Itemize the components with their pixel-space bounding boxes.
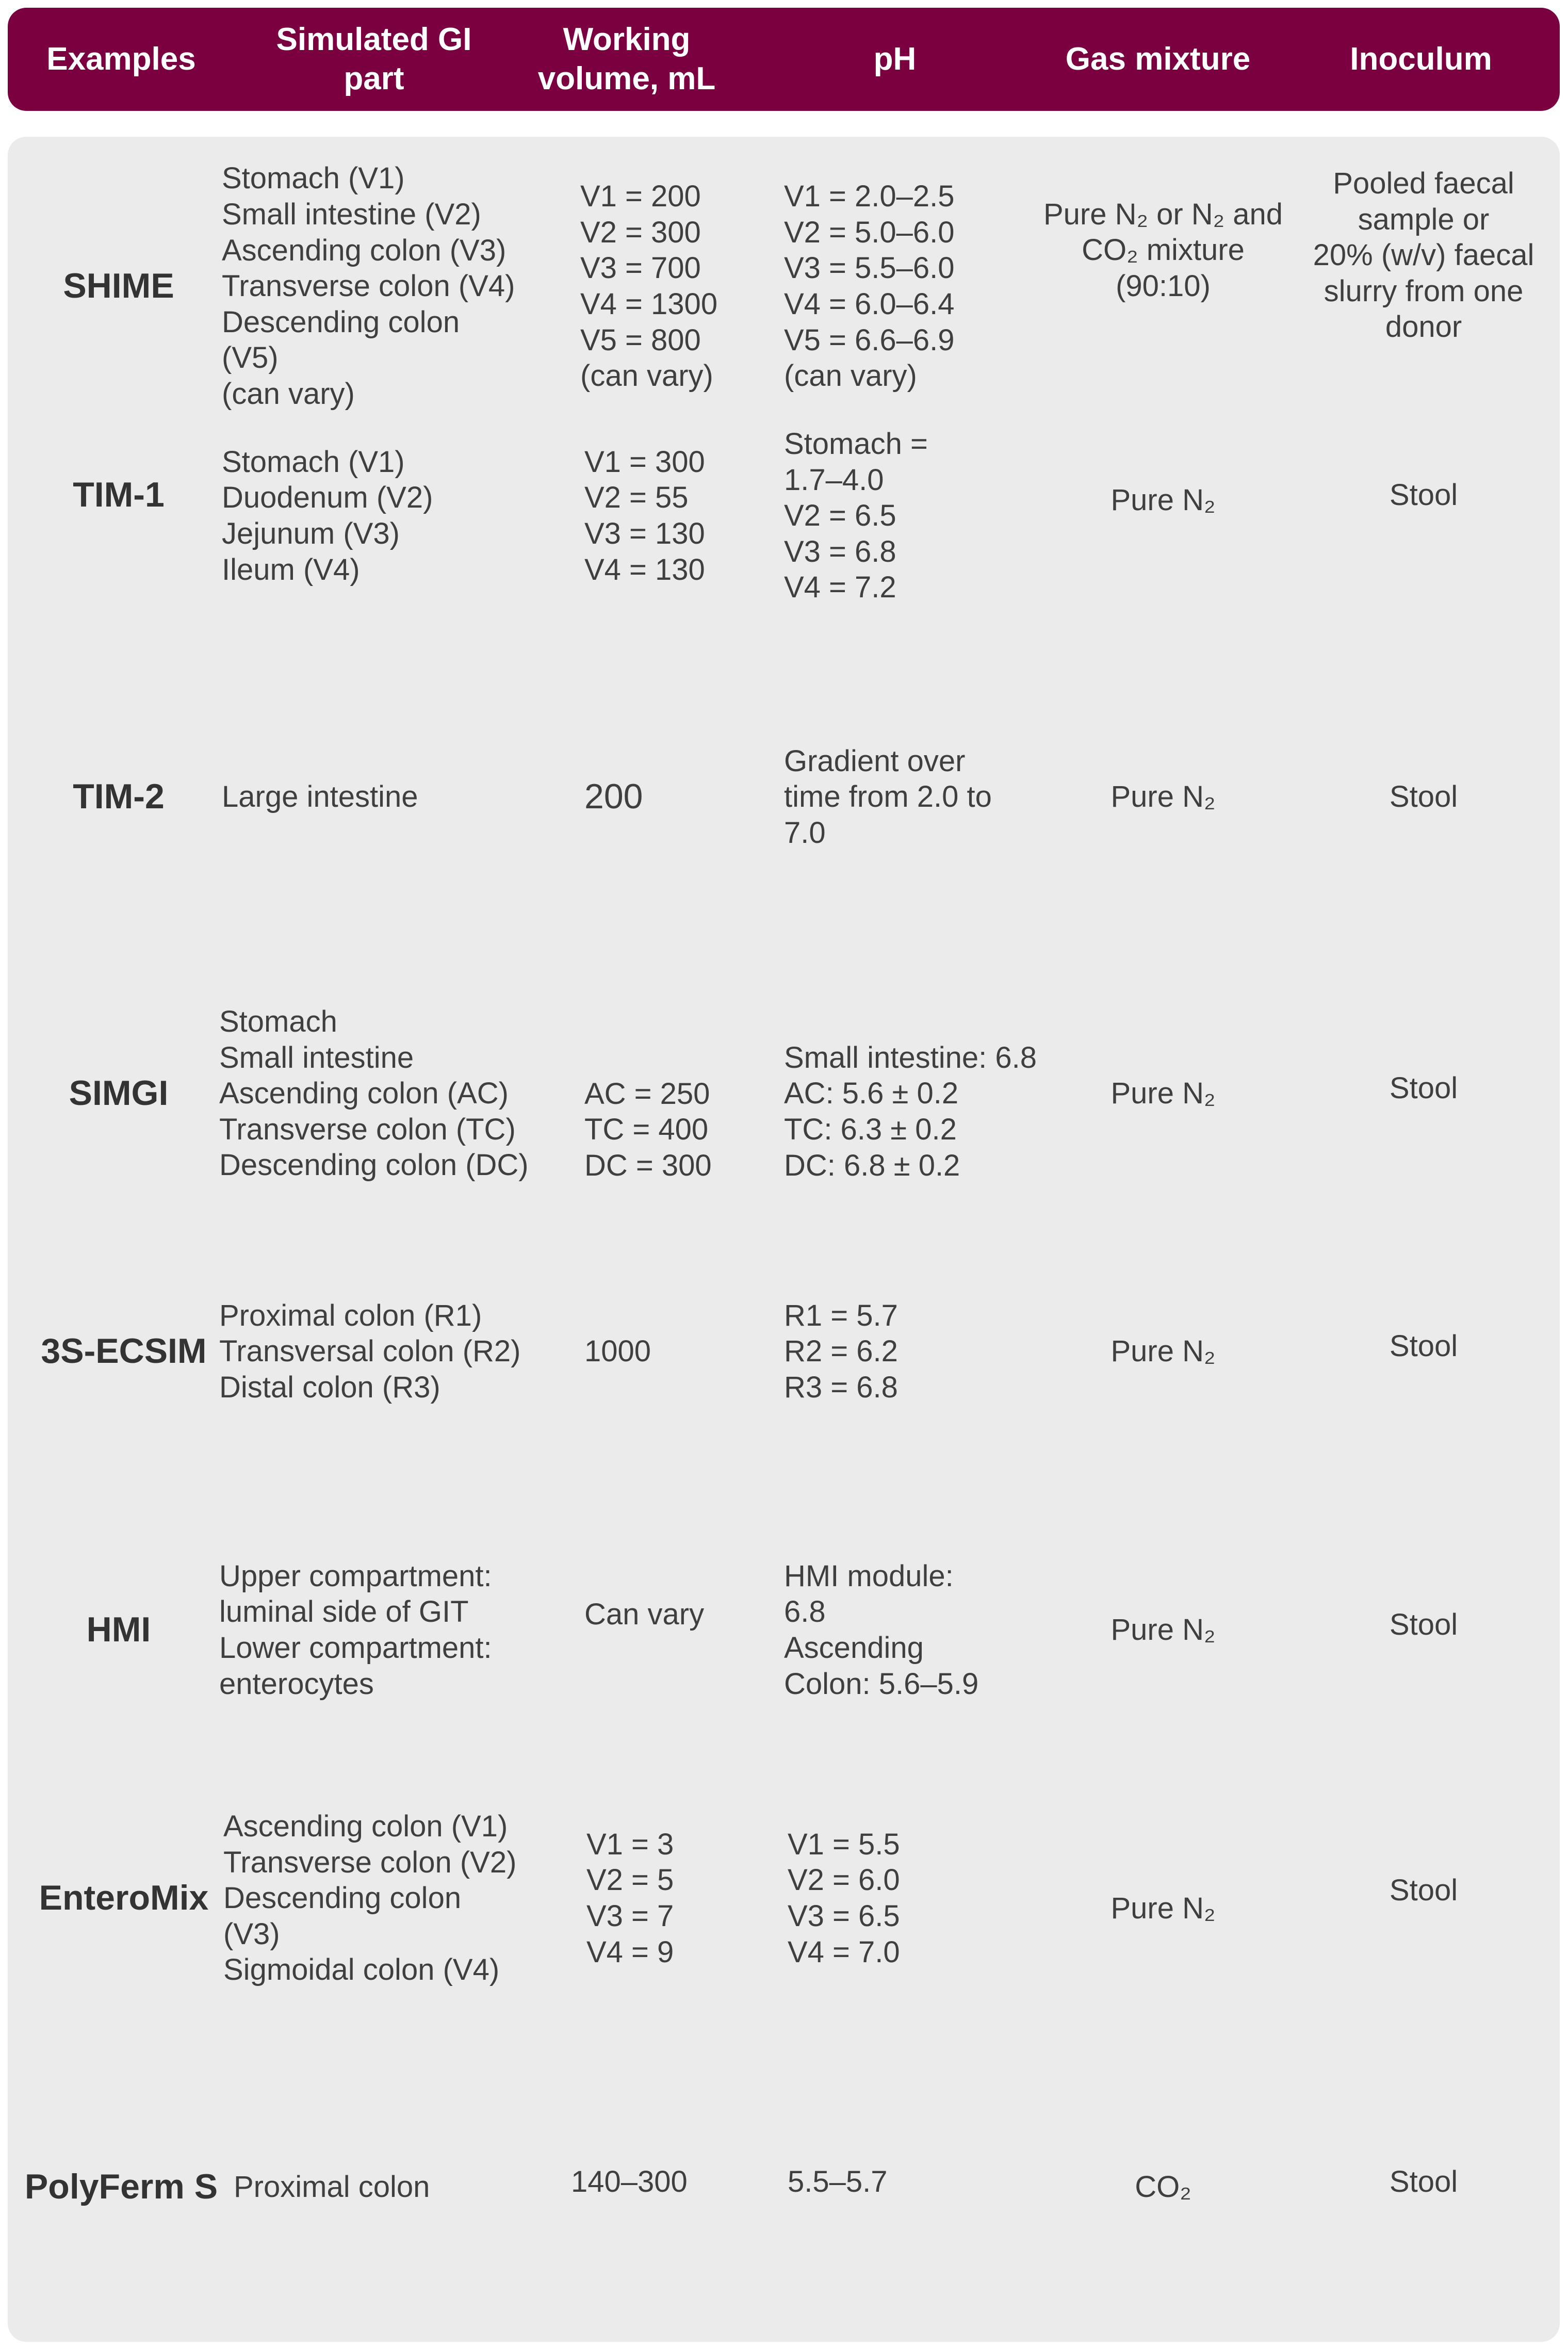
gi-part-cell: Ascending colon (V1) Transverse colon (V2) Descending colon (V3) Sigmoidal colon (V4) bbox=[223, 1810, 517, 1987]
header-inoculum: Inoculum bbox=[1350, 41, 1492, 77]
header-gi-part: Simulated GI part bbox=[276, 22, 472, 96]
volume-cell: Can vary bbox=[584, 1598, 705, 1632]
table-header bbox=[8, 8, 1560, 111]
inoculum-cell: Stool bbox=[1389, 1608, 1458, 1642]
table-row bbox=[8, 2146, 1560, 2228]
gi-part-cell: Stomach (V1) Duodenum (V2) Jejunum (V3) Ileum (V4) bbox=[222, 445, 433, 586]
example-name: TIM-2 bbox=[73, 777, 165, 817]
table-row bbox=[8, 423, 1560, 609]
ph-cell: HMI module: 6.8 Ascending Colon: 5.6–5.9 bbox=[784, 1559, 979, 1701]
ph-cell: V1 = 5.5 V2 = 6.0 V3 = 6.5 V4 = 7.0 bbox=[788, 1827, 900, 1969]
inoculum-cell: Stool bbox=[1389, 780, 1458, 814]
example-name: 3S-ECSIM bbox=[41, 1331, 207, 1371]
ph-cell: R1 = 5.7 R2 = 6.2 R3 = 6.8 bbox=[784, 1298, 898, 1404]
gi-part-cell: Stomach (V1) Small intestine (V2) Ascending colon (V3) Transverse colon (V4) Descending colon (V5) (can vary) bbox=[222, 161, 515, 411]
gas-cell: Pure N₂ or N₂ and CO₂ mixture (90:10) bbox=[1043, 197, 1283, 303]
gas-cell: Pure N₂ bbox=[1110, 1077, 1216, 1111]
inoculum-cell: Stool bbox=[1389, 1873, 1458, 1908]
table-row bbox=[8, 1790, 1560, 2007]
table-row bbox=[8, 980, 1560, 1207]
gas-cell: Pure N₂ bbox=[1110, 483, 1216, 517]
example-name: SIMGI bbox=[69, 1073, 169, 1113]
ph-cell: Gradient over time from 2.0 to 7.0 bbox=[784, 744, 992, 850]
volume-cell: V1 = 3 V2 = 5 V3 = 7 V4 = 9 bbox=[586, 1827, 674, 1969]
example-name: EnteroMix bbox=[39, 1878, 209, 1918]
header-volume: Working volume, mL bbox=[537, 22, 716, 96]
volume-cell: V1 = 200 V2 = 300 V3 = 700 V4 = 1300 V5 = 800 (can vary) bbox=[580, 180, 718, 393]
gi-part-cell: Proximal colon (R1) Transversal colon (R2) Distal colon (R3) bbox=[219, 1298, 521, 1404]
ph-cell: Stomach = 1.7–4.0 V2 = 6.5 V3 = 6.8 V4 = 7.2 bbox=[784, 427, 928, 605]
gi-part-cell: Stomach Small intestine Ascending colon (AC) Transverse colon (TC) Descending colon (DC) bbox=[219, 1005, 529, 1182]
inoculum-cell: Stool bbox=[1389, 478, 1458, 512]
gas-cell: CO₂ bbox=[1135, 2170, 1191, 2204]
table-row bbox=[8, 1542, 1560, 1718]
volume-cell: 200 bbox=[584, 777, 643, 817]
table-row bbox=[8, 155, 1560, 418]
ph-cell: Small intestine: 6.8 AC: 5.6 ± 0.2 TC: 6.3 ± 0.2 DC: 6.8 ± 0.2 bbox=[784, 1040, 1037, 1182]
gas-cell: Pure N₂ bbox=[1110, 1334, 1216, 1368]
volume-cell: AC = 250 TC = 400 DC = 300 bbox=[584, 1077, 712, 1182]
header-ph: pH bbox=[873, 41, 917, 77]
ph-cell: 5.5–5.7 bbox=[788, 2165, 888, 2199]
table-row bbox=[8, 722, 1560, 872]
example-name: PolyFerm S bbox=[24, 2167, 218, 2207]
gi-part-cell: Large intestine bbox=[222, 780, 418, 814]
volume-cell: V1 = 300 V2 = 55 V3 = 130 V4 = 130 bbox=[584, 445, 705, 586]
volume-cell: 1000 bbox=[584, 1334, 651, 1368]
inoculum-cell: Stool bbox=[1389, 1071, 1458, 1105]
example-name: TIM-1 bbox=[73, 475, 165, 515]
gi-part-cell: Proximal colon bbox=[234, 2170, 430, 2204]
inoculum-cell: Stool bbox=[1389, 1329, 1458, 1363]
example-name: HMI bbox=[86, 1610, 151, 1650]
inoculum-cell: Pooled faecal sample or 20% (w/v) faecal slurry from one donor bbox=[1313, 167, 1534, 344]
gi-part-cell: Upper compartment: luminal side of GIT Lower compartment: enterocytes bbox=[219, 1559, 492, 1701]
gas-cell: Pure N₂ bbox=[1110, 1613, 1216, 1647]
header-gas: Gas mixture bbox=[1065, 41, 1251, 77]
ph-cell: V1 = 2.0–2.5 V2 = 5.0–6.0 V3 = 5.5–6.0 V4 = 6.0–6.4 V5 = 6.6–6.9 (can vary) bbox=[784, 180, 955, 393]
header-examples: Examples bbox=[46, 41, 196, 77]
table-row bbox=[8, 1279, 1560, 1424]
gas-cell: Pure N₂ bbox=[1110, 780, 1216, 814]
gas-cell: Pure N₂ bbox=[1110, 1892, 1216, 1926]
volume-cell: 140–300 bbox=[571, 2165, 688, 2199]
example-name: SHIME bbox=[63, 266, 174, 306]
inoculum-cell: Stool bbox=[1389, 2165, 1458, 2199]
